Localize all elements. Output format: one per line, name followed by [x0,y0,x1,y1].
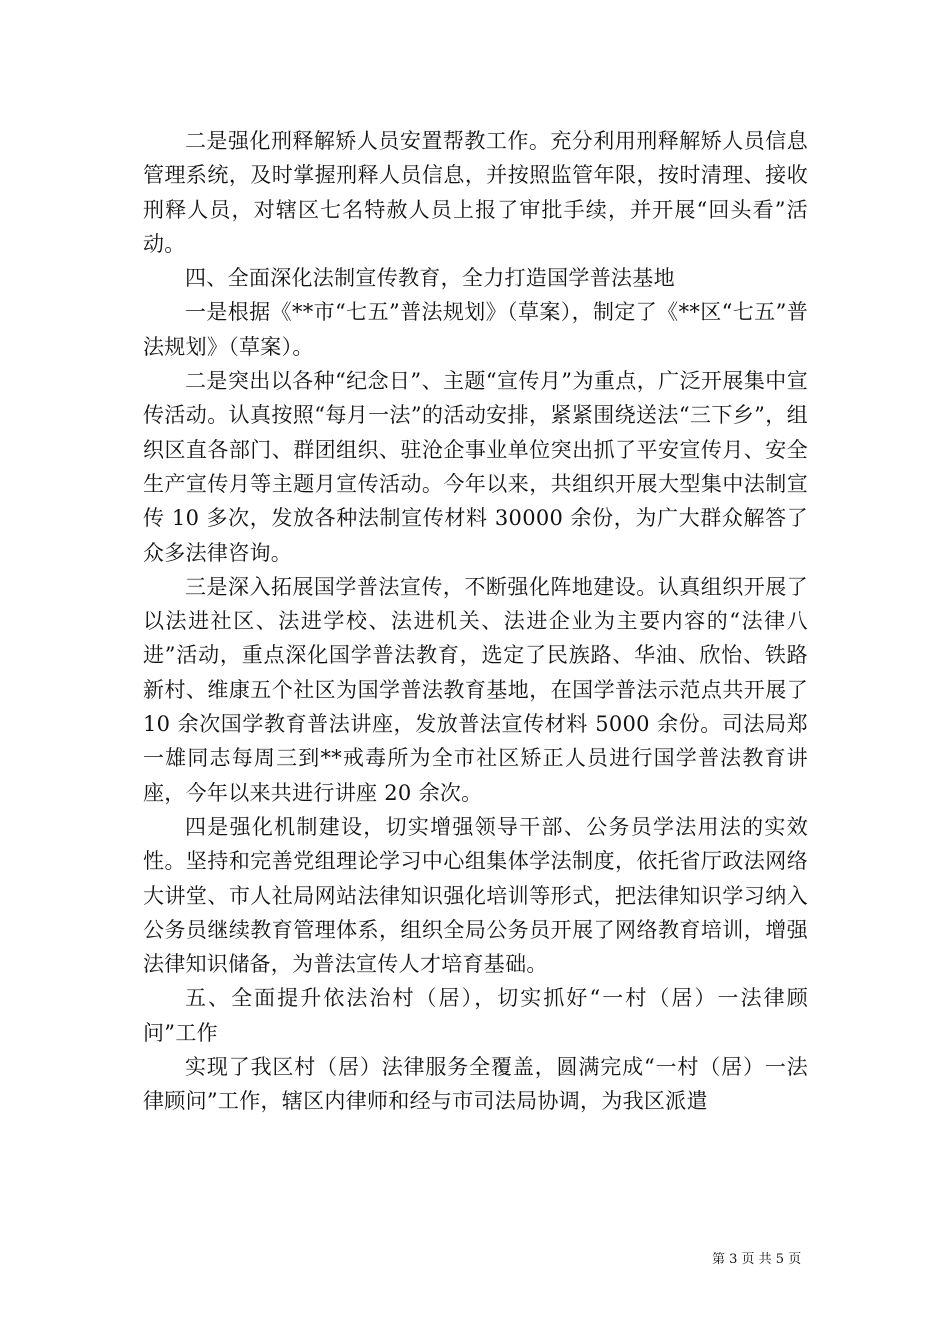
page-number-footer: 第 3 页 共 5 页 [712,1252,802,1267]
section-heading-rule-of-law-villages: 五、全面提升依法治村（居），切实抓好“一村（居）一法律顾问”工作 [143,986,808,1045]
paragraph-legal-advisor-coverage: 实现了我区村（居）法律服务全覆盖，圆满完成“一村（居）一法律顾问”工作，辖区内律师和经与市司法局协调，为我区派遣 [143,1055,808,1114]
section-heading-legal-education: 四、全面深化法制宣传教育，全力打造国学普法基地 [185,266,675,291]
paragraph-mechanism-building: 四是强化机制建设，切实增强领导干部、公务员学法用法的实效性。坚持和完善党组理论学习中心组集体学法制度，依托省厅政法网络大讲堂、市人社局网站法律知识强化培训等形式，把法律知识学习纳入公务员继续教育管理体系，组织全局公务员开展了网络教育培训，增强法律知识储备，为普法宣传人才培育基础。 [143,814,808,977]
paragraph-seventh-five-year-plan: 一是根据《**市“七五”普法规划》（草案），制定了《**区“七五”普法规划》（草案）。 [143,300,808,359]
document-body [143,124,808,1119]
paragraph-publicity-campaigns: 二是突出以各种“纪念日”、主题“宣传月”为重点，广泛开展集中宣传活动。认真按照“每月一法”的活动安排，紧紧围绕送法“三下乡”，组织区直各部门、群团组织、驻沧企事业单位突出抓了平安宣传月、安全生产宣传月等主题月宣传活动。今年以来，共组织开展大型集中法制宣传 10 多次，发放各种法制宣传材料 30000 余份，为广大群众解答了众多法律咨询。 [143,369,808,565]
paragraph-guoxue-legal-education: 三是深入拓展国学普法宣传，不断强化阵地建设。认真组织开展了以法进社区、法进学校、法进机关、法进企业为主要内容的“法律八进”活动，重点深化国学普法教育，选定了民族路、华油、欣怡、铁路新村、维康五个社区为国学普法教育基地，在国学普法示范点共开展了 10 余次国学教育普法讲座，发放普法宣传材料 5000 余份。司法局郑一雄同志每周三到**戒毒所为全市社区矫正人员进行国学普法教育讲座，今年以来共进行讲座 20 余次。 [143,574,808,805]
paragraph-resettlement: 二是强化刑释解矫人员安置帮教工作。充分利用刑释解矫人员信息管理系统，及时掌握刑释人员信息，并按照监管年限，按时清理、接收刑释人员，对辖区七名特赦人员上报了审批手续，并开展“回头看”活动。 [143,129,808,256]
